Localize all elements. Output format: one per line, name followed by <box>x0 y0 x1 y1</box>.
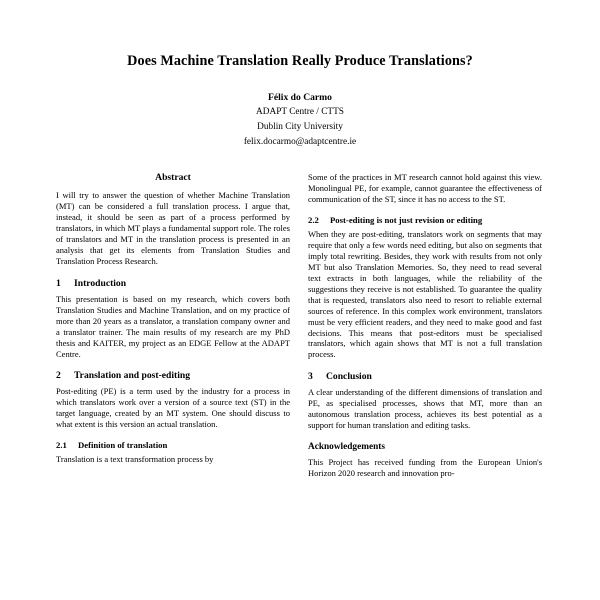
subsection-number: 2.1 <box>56 440 67 451</box>
right-column <box>308 172 542 484</box>
subsection-title: Definition of translation <box>78 440 168 451</box>
paper-header <box>0 0 600 148</box>
introduction-paragraph: This presentation is based on my research, which covers both Translation Studies and Machine Translation, and on my practice of more than 20 years as a translator, a translation company owner and a translator trainer. The main results of my research are my PhD thesis and KAITER, my project as an EDGE Fellow at the ADAPT Centre. <box>56 293 290 359</box>
author-name: Félix do Carmo <box>268 92 332 104</box>
post-editing-paragraph: Post-editing (PE) is a term used by the industry for a process in which translators work over a version of a source text (ST) in the target language, created by an MT system. One should discuss to what extent is this version an actual translation. <box>56 386 290 430</box>
section-number: 3 <box>308 371 313 383</box>
section-title: Conclusion <box>326 371 372 383</box>
left-column <box>56 172 290 484</box>
author-email: felix.docarmo@adaptcentre.ie <box>243 136 357 147</box>
abstract-heading: Abstract <box>155 172 191 184</box>
right-lead-paragraph: Some of the practices in MT research cannot hold against this view. Monolingual PE, for example, cannot guarantee the effectiveness of communication of the ST, since it has no access to the ST. <box>308 172 542 204</box>
section-heading-conclusion <box>308 371 542 382</box>
section-number: 1 <box>56 277 61 289</box>
acknowledgements-text: This Project has received funding from the European Union's Horizon 2020 research and innovation pro- <box>308 457 542 479</box>
author-affiliation-1: ADAPT Centre / CTTS <box>256 107 344 118</box>
subsection-heading-definition-of-translation <box>56 440 290 450</box>
abstract-text: I will try to answer the question of whether Machine Translation (MT) can be considered a full translation process. I argue that, instead, it should be seen as part of a process performed by translators, in which MT plays a fundamental support role. The roles of translators and MT in the translation process is presented in an analysis that get its elements from Translation Studies and Translation Process Research. <box>56 190 290 266</box>
section-heading-translation-and-post-editing <box>56 370 290 381</box>
subsection-title: Post-editing is not just revision or editing <box>330 214 483 225</box>
subsection-heading-post-editing-not-revision <box>308 215 542 225</box>
definition-paragraph: Translation is a text transformation process by <box>56 454 214 465</box>
section-title: Introduction <box>74 277 127 289</box>
subsection-number: 2.2 <box>308 214 319 225</box>
author-affiliation-2: Dublin City University <box>257 122 343 132</box>
post-editing-detail-paragraph: When they are post-editing, translators work on segments that may require that only a few words need editing, but also on segments that imply total rewriting. Besides, they work with results from not only MT but also Translation Memories. So, they need to read several text extracts in both languages, while the reliability of the suggestions they receive is not established. To guarantee the quality that is requested, translators also need to resort to reliable external sources of reference. In this complex work environment, translators must be very efficient readers, and they need to make good and fast decisions. This means that post-editors must be specialised translators, which again shows that MT is not a full translation process. <box>308 228 542 360</box>
page-title: Does Machine Translation Really Produce Translations? <box>127 53 473 69</box>
acknowledgements-heading: Acknowledgements <box>308 442 385 453</box>
section-title: Translation and post-editing <box>74 370 191 382</box>
section-heading-introduction <box>56 278 290 289</box>
two-column-body <box>0 150 600 484</box>
section-number: 2 <box>56 370 61 382</box>
conclusion-paragraph: A clear understanding of the different dimensions of translation and PE, as specialised processes, shows that MT, more than an autonomous translation process, achieves its best potential as a support for human translation and editing tasks. <box>308 387 542 431</box>
